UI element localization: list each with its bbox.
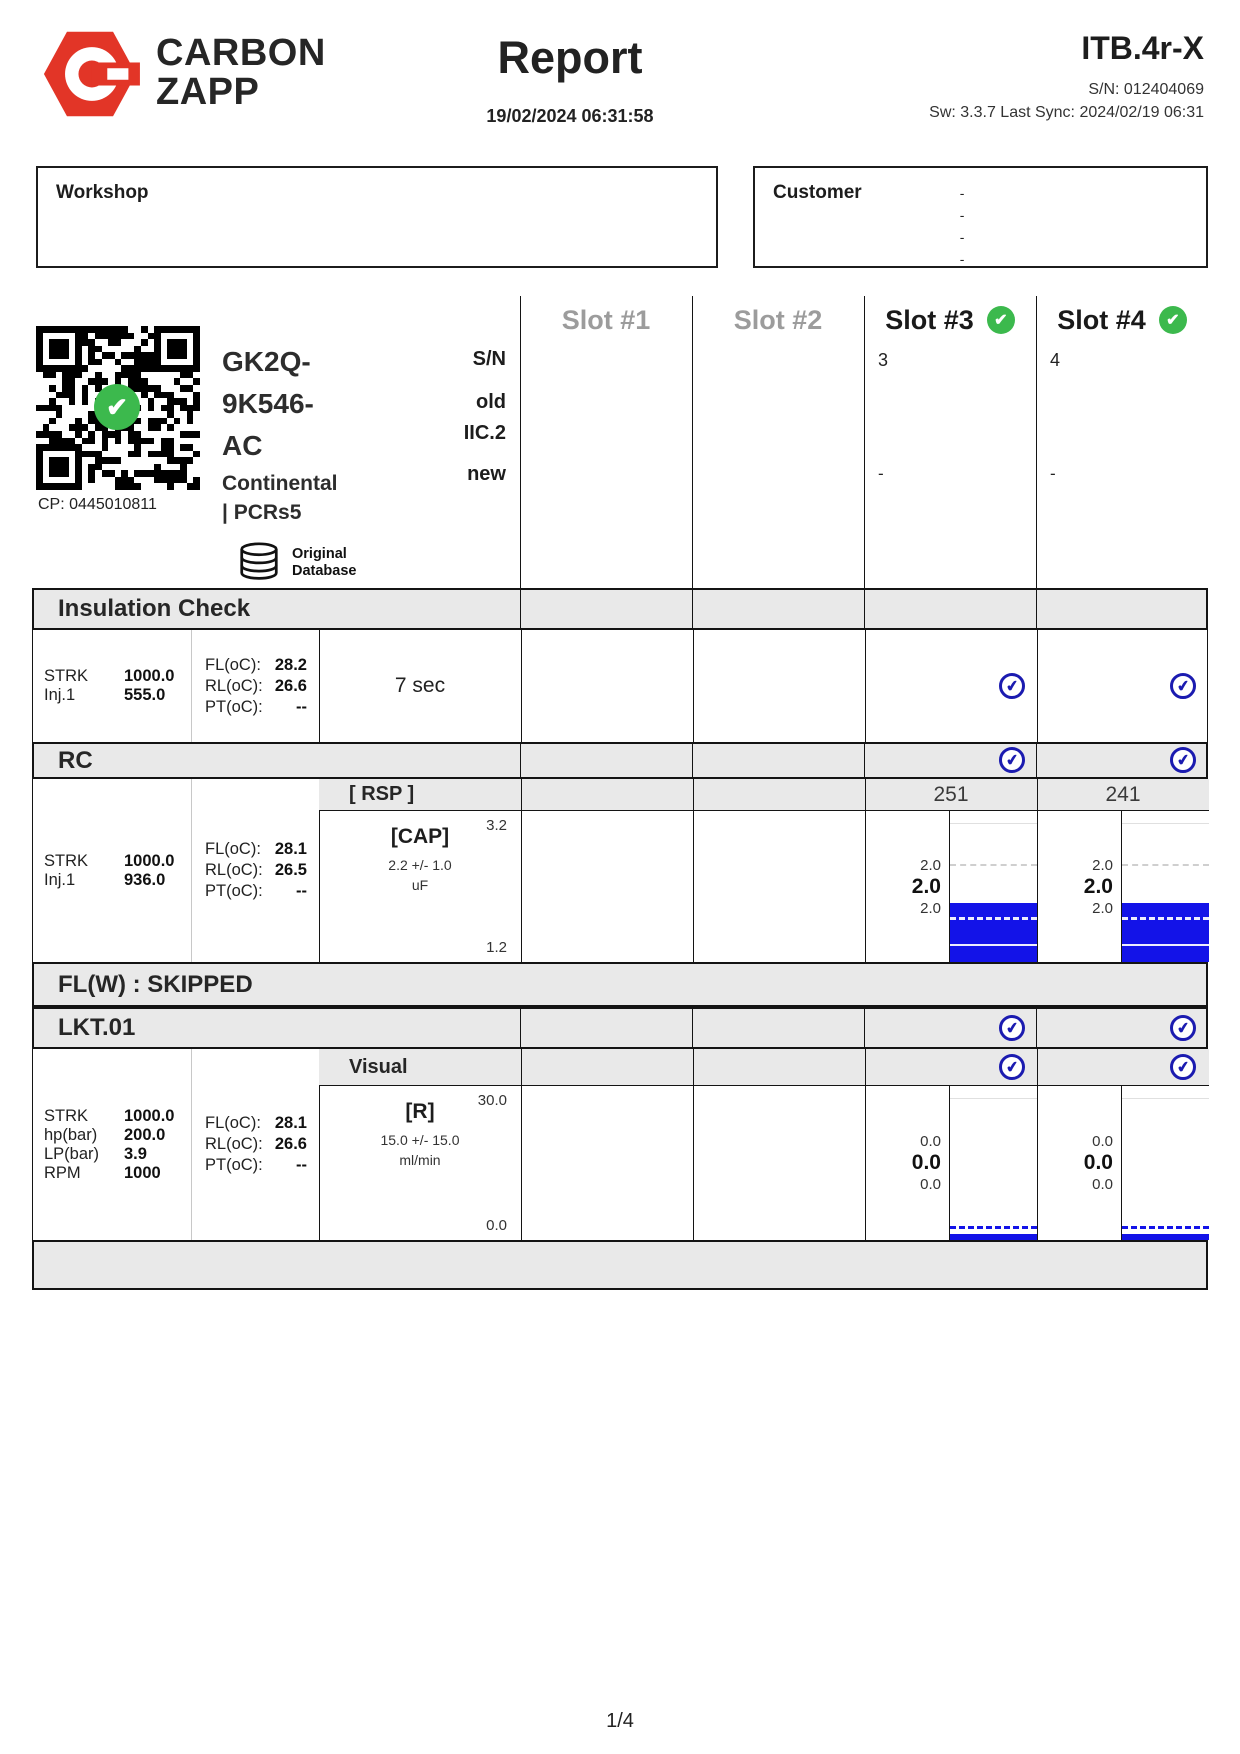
- temp-label: FL(oC):: [205, 655, 261, 674]
- slot3-number: 3: [878, 350, 889, 370]
- band-divider: [864, 1009, 865, 1047]
- cap-test-info: [319, 825, 521, 893]
- rsp-strip: [319, 779, 1209, 811]
- carbonzapp-logo-icon: [40, 26, 140, 122]
- gauge-upper-line: [1122, 1098, 1209, 1099]
- lkt-section-band: [32, 1007, 1208, 1049]
- temp-value: --: [296, 1156, 307, 1174]
- band-divider: [1036, 590, 1037, 628]
- cell-divider: [693, 811, 694, 962]
- band-divider: [520, 1009, 521, 1047]
- slot4-new-value: -: [1050, 464, 1056, 483]
- temp-value: --: [296, 697, 307, 716]
- slot3-header: [864, 300, 1036, 340]
- part-number-line3: AC: [222, 430, 263, 461]
- temp-value: 26.6: [274, 1135, 307, 1153]
- rsp-slot4-value: 241: [1105, 782, 1141, 806]
- temp-label: PT(oC):: [205, 697, 263, 716]
- slot1-label: Slot #1: [561, 304, 651, 335]
- param-value: 1000.0: [124, 1106, 175, 1125]
- strip-divider: [521, 1049, 522, 1085]
- customer-box: [753, 166, 1208, 268]
- cap-slot3-bar-gauge: [950, 811, 1037, 962]
- value-max: 2.0: [920, 856, 941, 874]
- cell-divider: [521, 811, 522, 962]
- slot3-pass-icon: [987, 306, 1015, 334]
- device-info: [700, 30, 1204, 122]
- strip-divider: [865, 1049, 866, 1085]
- device-serial: S/N: 012404069: [1088, 81, 1204, 98]
- rc-slot4-pass-icon: [1170, 747, 1196, 773]
- param-label: Inj.1: [44, 686, 76, 704]
- device-model: ITB.4r-X: [1081, 30, 1204, 66]
- gauge-marker-line: [950, 944, 1037, 946]
- lkt-params: [35, 1049, 189, 1240]
- insulation-temps: [193, 630, 317, 742]
- param-label: RPM: [44, 1163, 81, 1182]
- cap-scale-max: 3.2: [486, 817, 507, 834]
- brand-name: [156, 34, 326, 112]
- r-scale-min: 0.0: [486, 1217, 507, 1234]
- gauge-marker-dashed: [1122, 917, 1209, 920]
- row-label-old: old: [476, 391, 506, 413]
- temp-value: --: [296, 882, 307, 900]
- strip-divider: [693, 1049, 694, 1085]
- temp-label: FL(oC):: [205, 1114, 261, 1132]
- flw-title: FL(W) : SKIPPED: [58, 970, 253, 998]
- cell-divider: [693, 630, 694, 742]
- param-value: 1000: [124, 1163, 161, 1182]
- insulation-slot3-pass-icon: [999, 673, 1025, 699]
- band-divider: [864, 590, 865, 628]
- temp-label: RL(oC):: [205, 676, 263, 695]
- gauge-upper-line: [1122, 823, 1209, 824]
- r-test-cell: [319, 1086, 521, 1240]
- insulation-slot4-pass-icon: [1170, 673, 1196, 699]
- insulation-title: Insulation Check: [58, 595, 251, 622]
- temp-value: 28.1: [274, 840, 307, 858]
- lkt-title: LKT.01: [58, 1014, 136, 1041]
- slot3-new-value: -: [878, 464, 884, 483]
- r-slot3-values: [865, 1086, 949, 1240]
- qr-caption: CP: 0445010811: [38, 496, 157, 513]
- gauge-target-line: [950, 1226, 1037, 1229]
- cap-slot3-values: [865, 811, 949, 962]
- value-min: 0.0: [1092, 1176, 1113, 1193]
- lkt-temps: [193, 1049, 317, 1240]
- r-slot4-bar-gauge: [1122, 1086, 1209, 1240]
- temp-value: 26.6: [274, 676, 307, 695]
- part-number-line2: 9K546-: [222, 388, 314, 419]
- param-label: STRK: [44, 851, 89, 870]
- param-value: 936.0: [124, 870, 166, 889]
- database-source: [292, 546, 356, 580]
- customer-line: -: [959, 251, 965, 267]
- param-label: hp(bar): [44, 1125, 98, 1144]
- part-number-line1: GK2Q-: [222, 346, 311, 377]
- manufacturer: Continental: [222, 472, 338, 495]
- strip-divider: [521, 779, 522, 810]
- slot4-number: 4: [1050, 350, 1061, 370]
- customer-line: -: [959, 185, 965, 201]
- visual-slot4-pass-icon: [1170, 1054, 1196, 1080]
- cell-divider: [865, 630, 866, 742]
- param-label: STRK: [44, 667, 89, 685]
- r-test-info: [319, 1100, 521, 1168]
- gauge-target-line: [950, 864, 1037, 866]
- qr-pass-icon: [94, 384, 140, 430]
- param-label: LP(bar): [44, 1144, 100, 1163]
- customer-line: -: [959, 207, 965, 223]
- cap-scale-min: 1.2: [486, 939, 507, 956]
- value-max: 0.0: [920, 1133, 941, 1150]
- param-label: Inj.1: [44, 870, 76, 889]
- cell-divider: [521, 630, 522, 742]
- database-line2: Database: [292, 563, 357, 579]
- page-title: Report: [497, 32, 643, 83]
- customer-line: -: [959, 229, 965, 245]
- flw-section-band: [32, 962, 1208, 1007]
- temp-label: RL(oC):: [205, 1135, 263, 1153]
- param-value: 1000.0: [124, 667, 175, 685]
- band-divider: [692, 590, 693, 628]
- slot3-label: Slot #3: [885, 304, 974, 335]
- temp-label: PT(oC):: [205, 882, 263, 900]
- gauge-fill: [950, 903, 1037, 962]
- value-max: 2.0: [1092, 856, 1113, 874]
- cap-test-name: [CAP]: [390, 825, 450, 848]
- rc-params: [35, 779, 189, 962]
- param-label: STRK: [44, 1106, 89, 1125]
- customer-details: [960, 182, 965, 270]
- rc-section-band: [32, 742, 1208, 779]
- temp-label: RL(oC):: [205, 861, 263, 879]
- r-scale-max: 30.0: [477, 1092, 507, 1109]
- param-value: 1000.0: [124, 851, 175, 870]
- gauge-upper-line: [950, 1098, 1037, 1099]
- param-value: 3.9: [124, 1144, 147, 1163]
- slot1-header: [520, 300, 692, 340]
- workshop-box: [36, 166, 718, 268]
- insulation-duration: 7 sec: [394, 674, 446, 697]
- r-test-spec: 15.0 +/- 15.0: [380, 1132, 460, 1148]
- cap-test-cell: [319, 811, 521, 962]
- database-icon: [236, 542, 282, 587]
- lkt-slot4-pass-icon: [1170, 1015, 1196, 1041]
- rc-body-row: [32, 779, 1208, 962]
- brand-line1: CARBON: [156, 32, 326, 74]
- gauge-marker-dashed: [950, 917, 1037, 920]
- param-value: 200.0: [124, 1125, 166, 1144]
- lkt-body-row: [32, 1049, 1208, 1240]
- r-test-unit: ml/min: [399, 1152, 441, 1168]
- gauge-fill: [1122, 903, 1209, 962]
- visual-strip: [319, 1049, 1209, 1086]
- gauge-target-line: [1122, 864, 1209, 866]
- workshop-label: Workshop: [56, 182, 149, 203]
- band-divider: [692, 1009, 693, 1047]
- gauge-marker-line: [1122, 944, 1209, 946]
- strip-divider: [1037, 1049, 1038, 1085]
- visual-label: Visual: [349, 1055, 408, 1078]
- cell-divider: [191, 630, 192, 742]
- temp-value: 26.5: [274, 861, 307, 879]
- band-divider: [520, 744, 521, 777]
- band-divider: [520, 590, 521, 628]
- slot2-label: Slot #2: [733, 304, 823, 335]
- temp-label: PT(oC):: [205, 1156, 263, 1174]
- gauge-target-line: [1122, 1226, 1209, 1229]
- rsp-label: [ RSP ]: [349, 783, 415, 805]
- slot4-header: [1036, 300, 1208, 340]
- cap-test-spec: 2.2 +/- 1.0: [388, 857, 452, 873]
- row-label-iic: IIC.2: [463, 422, 506, 444]
- lkt-slot3-pass-icon: [999, 1015, 1025, 1041]
- device-software: Sw: 3.3.7 Last Sync: 2024/02/19 06:31: [929, 104, 1204, 121]
- row-label-sn: S/N: [472, 348, 506, 370]
- temp-label: FL(oC):: [205, 840, 261, 858]
- value-max: 0.0: [1092, 1133, 1113, 1150]
- brand-line2: ZAPP: [156, 71, 260, 113]
- cap-test-unit: uF: [411, 877, 429, 893]
- rc-temps: [193, 779, 317, 962]
- r-slot3-bar-gauge: [950, 1086, 1037, 1240]
- r-test-name: [R]: [405, 1100, 435, 1123]
- r-slot4-values: [1037, 1086, 1121, 1240]
- value-min: 2.0: [920, 899, 941, 917]
- bottom-band: [32, 1240, 1208, 1290]
- customer-label: Customer: [773, 182, 862, 203]
- temp-value: 28.1: [274, 1114, 307, 1132]
- param-value: 555.0: [124, 686, 166, 704]
- cap-slot4-bar-gauge: [1122, 811, 1209, 962]
- insulation-params: [35, 630, 189, 742]
- cell-divider: [191, 1049, 192, 1240]
- report-header-center: [400, 32, 740, 127]
- temp-value: 28.2: [274, 655, 307, 674]
- value-avg: 2.0: [911, 874, 941, 898]
- cell-divider: [1037, 630, 1038, 742]
- slot4-pass-icon: [1159, 306, 1187, 334]
- value-min: 2.0: [1092, 899, 1113, 917]
- value-avg: 2.0: [1083, 874, 1113, 898]
- gauge-upper-line: [950, 823, 1037, 824]
- cell-divider: [191, 779, 192, 962]
- band-divider: [864, 744, 865, 777]
- band-divider: [692, 744, 693, 777]
- band-divider: [1036, 744, 1037, 777]
- cell-divider: [693, 1086, 694, 1240]
- cap-slot4-values: [1037, 811, 1121, 962]
- visual-slot3-pass-icon: [999, 1054, 1025, 1080]
- report-datetime: 19/02/2024 06:31:58: [486, 106, 654, 126]
- slot4-label: Slot #4: [1057, 304, 1146, 335]
- row-label-new: new: [467, 463, 506, 485]
- page-number: 1/4: [606, 1710, 634, 1732]
- injector-family: | PCRs5: [222, 501, 302, 524]
- value-min: 0.0: [920, 1176, 941, 1193]
- rc-slot3-pass-icon: [999, 747, 1025, 773]
- cell-divider: [521, 1086, 522, 1240]
- insulation-body-row: [32, 630, 1208, 742]
- strip-divider: [693, 779, 694, 810]
- database-line1: Original: [292, 546, 347, 562]
- band-divider: [1036, 1009, 1037, 1047]
- value-avg: 0.0: [911, 1151, 941, 1174]
- slot2-header: [692, 300, 864, 340]
- insulation-section-band: [32, 588, 1208, 630]
- rsp-slot3-value: 251: [933, 782, 969, 806]
- rc-title: RC: [58, 746, 93, 774]
- value-avg: 0.0: [1083, 1151, 1113, 1174]
